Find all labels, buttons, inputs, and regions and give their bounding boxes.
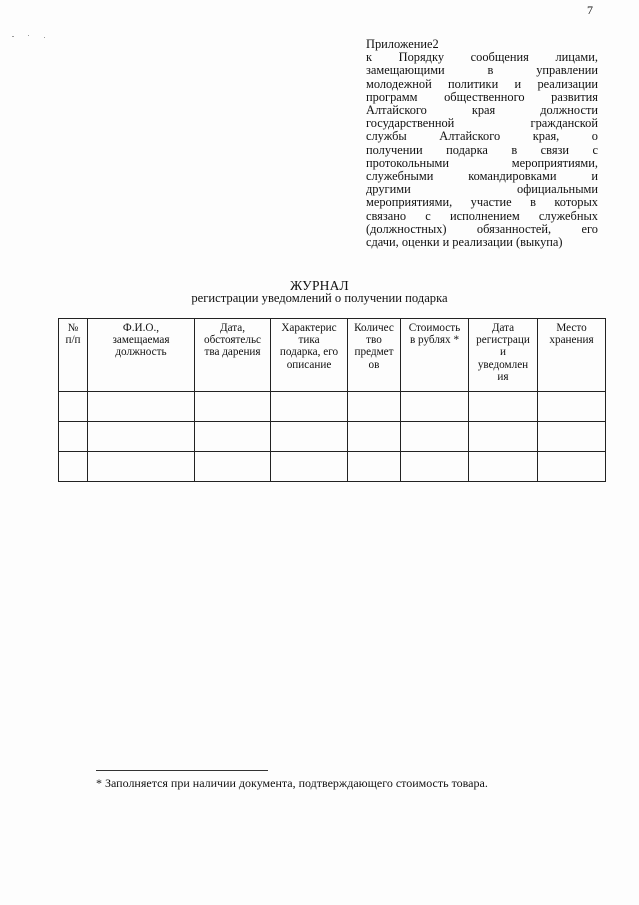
appendix-line: молодежной политики и реализации: [366, 76, 598, 91]
appendix-line: связано с исполнением служебных: [366, 208, 598, 223]
table-cell: [271, 452, 348, 482]
column-header-registration-date: Дата регистраци и уведомлен ия: [469, 319, 538, 392]
appendix-line: другими официальными: [366, 182, 598, 197]
table-cell: [538, 452, 606, 482]
table-cell: [401, 392, 469, 422]
table-cell: [469, 452, 538, 482]
appendix-line: Алтайского края должности: [366, 103, 598, 118]
column-header-date-circumstances: Дата, обстоятельс тва дарения: [195, 319, 271, 392]
appendix-line: к Порядку сообщения лицами,: [366, 50, 598, 65]
table-cell: [348, 422, 401, 452]
table-cell: [271, 422, 348, 452]
page-number: 7: [587, 3, 593, 17]
appendix-line: (должностных) обязанностей, его: [366, 221, 598, 236]
column-header-cost: Стоимость в рублях *: [401, 319, 469, 392]
appendix-line: Приложение2: [366, 37, 439, 51]
table-cell: [195, 452, 271, 482]
appendix-line: замещающими в управлении: [366, 63, 598, 78]
appendix-line: службы Алтайского края, о: [366, 129, 598, 144]
table-cell: [88, 452, 195, 482]
appendix-line: служебными командировками и: [366, 169, 598, 184]
table-cell: [348, 452, 401, 482]
appendix-block: [366, 38, 598, 249]
scan-speck: [44, 37, 45, 38]
table-cell: [88, 422, 195, 452]
footnote-text: * Заполняется при наличии документа, подтверждающего стоимость товара.: [96, 776, 488, 790]
journal-subtitle: регистрации уведомлений о получении подарка: [191, 291, 448, 305]
appendix-line: государственной гражданской: [366, 116, 598, 131]
table-row: [59, 452, 606, 482]
table-cell: [401, 452, 469, 482]
table-cell: [195, 422, 271, 452]
column-header-storage-location: Место хранения: [538, 319, 606, 392]
table-cell: [59, 422, 88, 452]
appendix-line: мероприятиями, участие в которых: [366, 195, 598, 210]
gift-register-table: [58, 318, 606, 482]
column-header-gift-description: Характерис тика подарка, его описание: [271, 319, 348, 392]
table-cell: [538, 392, 606, 422]
table-cell: [348, 392, 401, 422]
journal-title: ЖУРНАЛ: [290, 278, 349, 293]
scan-speck: [12, 36, 14, 37]
table-cell: [538, 422, 606, 452]
scan-speck: [28, 35, 29, 36]
column-header-quantity: Количес тво предмет ов: [348, 319, 401, 392]
table-row: [59, 392, 606, 422]
table-cell: [469, 392, 538, 422]
column-header-name-position: Ф.И.О., замещаемая должность: [88, 319, 195, 392]
table-cell: [401, 422, 469, 452]
appendix-line: получении подарка в связи с: [366, 142, 598, 157]
table-cell: [88, 392, 195, 422]
table-header-row: [59, 319, 606, 392]
appendix-line: сдачи, оценки и реализации (выкупа): [366, 235, 563, 250]
table-cell: [195, 392, 271, 422]
footnote-divider: [96, 770, 268, 771]
appendix-line: программ общественного развития: [366, 89, 598, 104]
table-row: [59, 422, 606, 452]
table-cell: [59, 392, 88, 422]
table-cell: [59, 452, 88, 482]
table-cell: [271, 392, 348, 422]
column-header-number: № п/п: [59, 319, 88, 392]
table-cell: [469, 422, 538, 452]
appendix-line: протокольными мероприятиями,: [366, 155, 598, 170]
